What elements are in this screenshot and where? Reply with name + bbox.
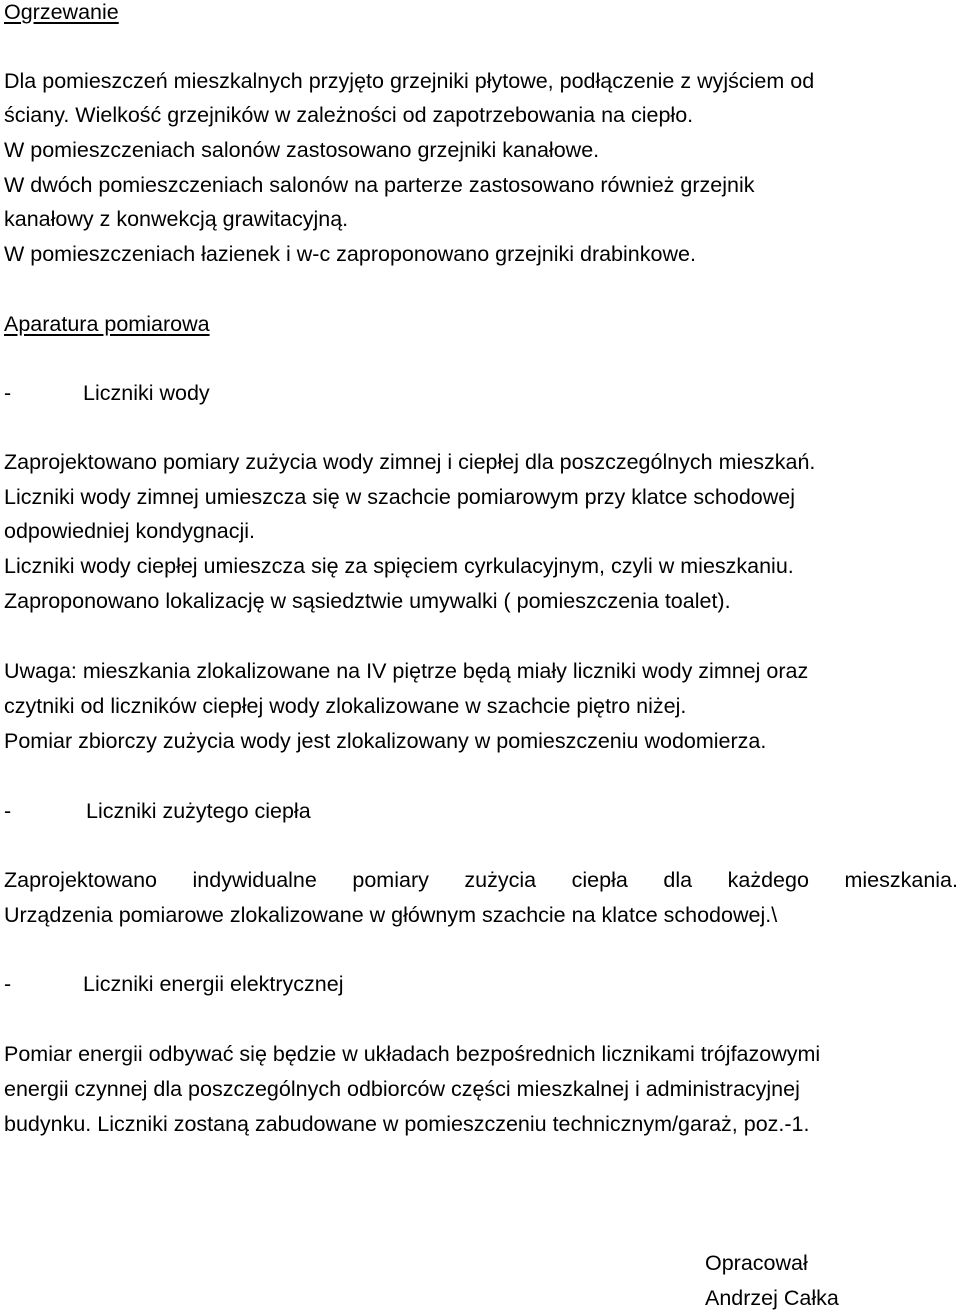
water-line-5: Zaproponowano lokalizację w sąsiedztwie umywalki ( pomieszczenia toalet).	[4, 589, 731, 613]
water-line-3: odpowiedniej kondygnacji.	[4, 519, 256, 543]
signature-name: Andrzej Całka	[705, 1286, 839, 1310]
water-line-1: Zaprojektowano pomiary zużycia wody zimnej i ciepłej dla poszczególnych mieszkań.	[4, 450, 816, 474]
water-meters-label: Liczniki wody	[83, 381, 210, 405]
heating-line-6: W pomieszczeniach łazienek i w-c zaproponowano grzejniki drabinkowe.	[4, 242, 696, 266]
electric-line-3: budynku. Liczniki zostaną zabudowane w pomieszczeniu technicznym/garaż, poz.-1.	[4, 1112, 810, 1136]
electric-meters-label: Liczniki energii elektrycznej	[83, 972, 344, 996]
electric-line-1: Pomiar energii odbywać się będzie w układach bezpośrednich licznikami trójfazowymi	[4, 1042, 821, 1066]
water-line-4: Liczniki wody ciepłej umieszcza się za spięciem cyrkulacyjnym, czyli w mieszkaniu.	[4, 554, 794, 578]
heading-metering: Aparatura pomiarowa	[4, 312, 210, 336]
water-note-line-3: Pomiar zbiorczy zużycia wody jest zlokalizowany w pomieszczeniu wodomierza.	[4, 729, 767, 753]
heating-line-4: W dwóch pomieszczeniach salonów na parterze zastosowano również grzejnik	[4, 173, 755, 197]
water-bullet-dash: -	[4, 381, 12, 405]
heating-line-2: ściany. Wielkość grzejników w zależności od zapotrzebowania na ciepło.	[4, 103, 694, 127]
heat-bullet-dash: -	[4, 799, 12, 823]
signature-role: Opracował	[705, 1251, 808, 1275]
electric-bullet-dash: -	[4, 972, 12, 996]
electric-line-2: energii czynnej dla poszczególnych odbiorców części mieszkalnej i administracyjnej	[4, 1077, 800, 1101]
heat-line-2: Urządzenia pomiarowe zlokalizowane w głównym szachcie na klatce schodowej.\	[4, 903, 778, 927]
water-line-2: Liczniki wody zimnej umieszcza się w szachcie pomiarowym przy klatce schodowej	[4, 485, 795, 509]
water-note-line-2: czytniki od liczników ciepłej wody zlokalizowane w szachcie piętro niżej.	[4, 694, 687, 718]
heading-heating: Ogrzewanie	[4, 0, 119, 24]
heating-line-5: kanałowy z konwekcją grawitacyjną.	[4, 207, 349, 231]
heat-line-1: Zaprojektowano indywidualne pomiary zużycia ciepła dla każdego mieszkania.	[4, 868, 958, 892]
water-note-line-1: Uwaga: mieszkania zlokalizowane na IV piętrze będą miały liczniki wody zimnej oraz	[4, 659, 809, 683]
heating-line-1: Dla pomieszczeń mieszkalnych przyjęto grzejniki płytowe, podłączenie z wyjściem od	[4, 69, 815, 93]
heat-meters-label: Liczniki zużytego ciepła	[86, 799, 311, 823]
heating-line-3: W pomieszczeniach salonów zastosowano grzejniki kanałowe.	[4, 138, 600, 162]
